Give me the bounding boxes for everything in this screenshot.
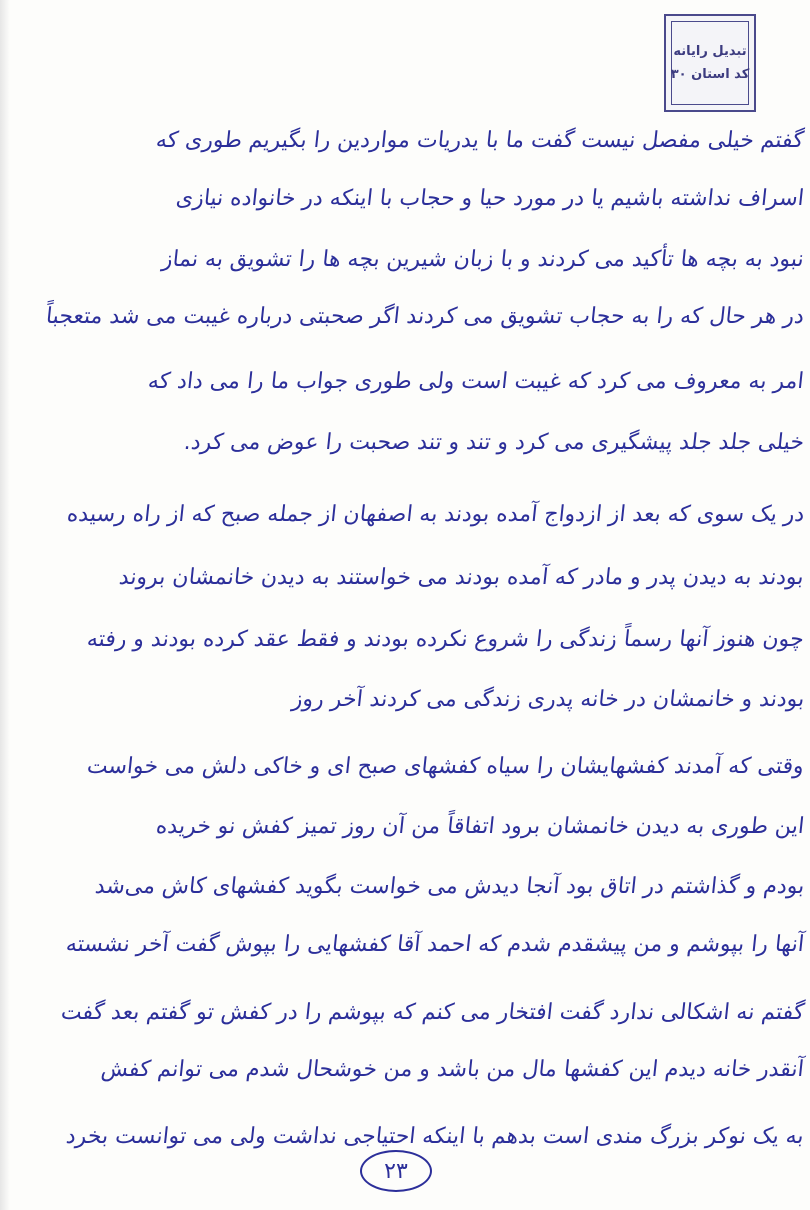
stamp-line-2: کد استان ۳۰ <box>670 67 750 82</box>
text-line: امر به معروف می کرد که غیبت است ولی طوری جواب ما را می داد که <box>147 369 806 394</box>
text-line: اسراف نداشته باشیم یا در مورد حیا و حجاب با اینکه در خانواده نیازی <box>174 186 806 211</box>
text-line: در هر حال که را به حجاب تشویق می کردند اگر صحبتی درباره غیبت می شد متعجباً <box>44 304 806 329</box>
text-line: به یک نوکر بزرگ مندی است بدهم با اینکه احتیاجی نداشت ولی می توانست بخرد <box>65 1124 806 1149</box>
text-line: گفتم نه اشکالی ندارد گفت افتخار می کنم که بپوشم را در کفش تو گفتم بعد گفت <box>59 1000 806 1025</box>
text-line: وقتی که آمدند کفشهایشان را سیاه کفشهای صبح ای و خاکی دلش می خواست <box>85 754 806 779</box>
page-number: ۲۳ <box>360 1150 432 1192</box>
text-line: این طوری به دیدن خانمشان برود اتفاقاً من آن روز تمیز کفش نو خریده <box>154 814 806 839</box>
text-line: بودند و خانمشان در خانه پدری زندگی می کردند آخر روز <box>290 687 806 712</box>
text-line: آنها را بپوشم و من پیشقدم شدم که احمد آقا کفشهایی را بپوش گفت آخر نشسته <box>64 932 806 957</box>
text-line: چون هنوز آنها رسماً زندگی را شروع نکرده بودند و فقط عقد کرده بودند و رفته <box>86 627 806 652</box>
text-line: بودند به دیدن پدر و مادر که آمده بودند می خواستند به دیدن خانمشان بروند <box>118 565 806 590</box>
text-line: گفتم خیلی مفصل نیست گفت ما با یدریات مواردین را بگیریم طوری که <box>154 128 806 153</box>
page-edge-shadow <box>0 0 10 1210</box>
text-line: در یک سوی که بعد از ازدواج آمده بودند به اصفهان از جمله صبح که از راه رسیده <box>65 502 806 527</box>
text-line: نبود به بچه ها تأکید می کردند و با زبان شیرین بچه ها را تشویق به نماز <box>160 247 806 272</box>
stamp-border <box>671 21 749 105</box>
text-line: خیلی جلد جلد پیشگیری می کرد و تند و تند صحبت را عوض می کرد. <box>182 430 806 455</box>
stamp-line-1: تبدیل رایانه <box>673 44 747 59</box>
text-line: آنقدر خانه دیدم این کفشها مال من باشد و من خوشحال شدم می توانم کفش <box>99 1057 806 1082</box>
text-line: بودم و گذاشتم در اتاق بود آنجا دیدش می خواست بگوید کفشهای کاش می‌شد <box>93 874 806 899</box>
stamp <box>664 14 756 112</box>
